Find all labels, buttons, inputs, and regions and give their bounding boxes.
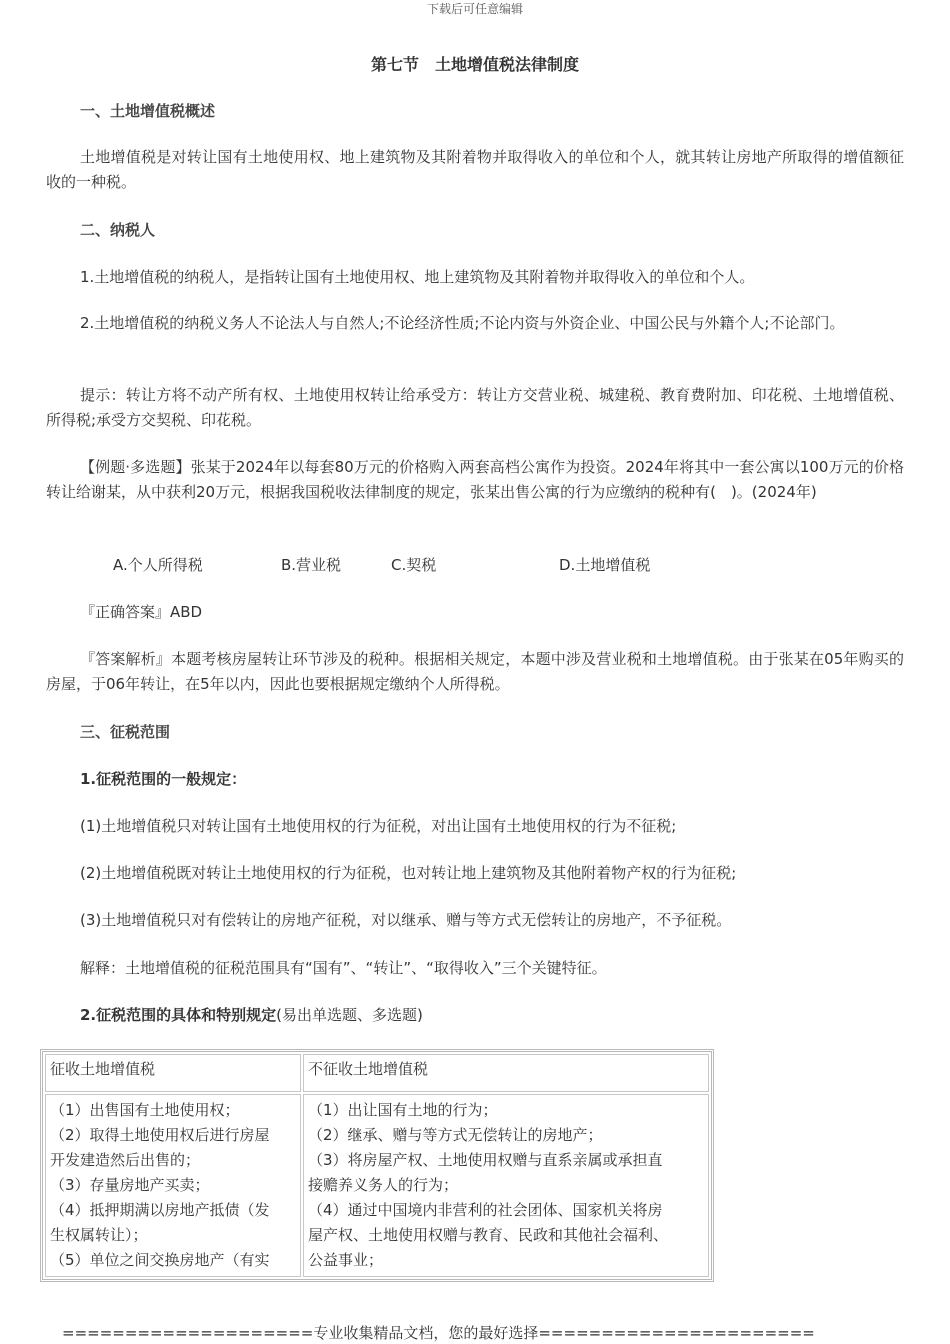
section-heading-overview: 一、土地增值税概述 [80, 102, 216, 120]
scope-general-heading: 1.征税范围的一般规定： [80, 770, 247, 788]
example-question: 【例题·多选题】张某于2024年以每套80万元的价格购入两套高档公寓作为投资。2024年将其中一套公寓以100万元的价格转让给谢某，从中获利20万元，根据我国税收法律制度的规定，张某出售公寓的行为应缴纳的税种有( )。(2024年) [46, 458, 904, 501]
scope-special-heading-bold: 2.征税范围的具体和特别规定 [80, 1006, 277, 1024]
table-header-not-taxed: 不征收土地增值税 [303, 1054, 709, 1092]
tax-scope-table [40, 1049, 714, 1282]
scope-rule-3: (3)土地增值税只对有偿转让的房地产征税，对以继承、赠与等方式无偿转让的房地产，不予征税。 [80, 911, 732, 929]
list-item: 生权属转让）； [50, 1226, 148, 1244]
section-heading-scope: 三、征税范围 [80, 723, 171, 741]
scope-rule-2: (2)土地增值税既对转让土地使用权的行为征税，也对转让地上建筑物及其他附着物产权的行为征税; [80, 864, 737, 882]
list-item: （3）将房屋产权、土地使用权赠与直系亲属或承担直 [308, 1151, 663, 1169]
list-item: 接赡养义务人的行为； [308, 1176, 459, 1194]
taxpayer-item-2: 2.土地增值税的纳税义务人不论法人与自然人;不论经济性质;不论内资与外资企业、中国公民与外籍个人;不论部门。 [80, 314, 845, 332]
page-footer: ====================专业收集精品文档，您的最好选择====================== [62, 1324, 815, 1342]
example-option-a: A.个人所得税 [113, 556, 203, 574]
table-header-taxed: 征收土地增值税 [45, 1054, 301, 1092]
scope-explanation: 解释：土地增值税的征税范围具有“国有”、“转让”、“取得收入”三个关键特征。 [80, 959, 607, 977]
list-item: （3）存量房地产买卖； [50, 1176, 210, 1194]
list-item: 屋产权、土地使用权赠与教育、民政和其他社会福利、 [308, 1226, 669, 1244]
overview-paragraph: 土地增值税是对转让国有土地使用权、地上建筑物及其附着物并取得收入的单位和个人，就其转让房地产所取得的增值额征收的一种税。 [46, 148, 904, 191]
scope-rule-1: (1)土地增值税只对转让国有土地使用权的行为征税，对出让国有土地使用权的行为不征税; [80, 817, 677, 835]
scope-special-heading [80, 1004, 423, 1025]
list-item: （1）出让国有土地的行为； [308, 1101, 498, 1119]
list-item: （4）通过中国境内非营利的社会团体、国家机关将房 [308, 1201, 663, 1219]
scope-special-heading-note: (易出单选题、多选题) [276, 1006, 423, 1024]
example-option-c: C.契税 [391, 556, 437, 574]
taxpayer-item-1: 1.土地增值税的纳税人，是指转让国有土地使用权、地上建筑物及其附着物并取得收入的单位和个人。 [80, 268, 755, 286]
list-item: （1）出售国有土地使用权； [50, 1101, 240, 1119]
section-heading-taxpayer: 二、纳税人 [80, 221, 156, 239]
example-option-b: B.营业税 [281, 556, 342, 574]
table-body-row [45, 1094, 709, 1277]
table-cell-not-taxed [303, 1094, 709, 1277]
table-cell-taxed [45, 1094, 301, 1277]
table-header-row [45, 1054, 709, 1092]
list-item: 开发建造然后出售的； [50, 1151, 201, 1169]
page-title: 第七节 土地增值税法律制度 [370, 55, 579, 74]
list-item: （5）单位之间交换房地产（有实 [50, 1251, 270, 1269]
list-item: （2）取得土地使用权后进行房屋 [50, 1126, 270, 1144]
example-option-d: D.土地增值税 [559, 556, 651, 574]
example-answer: 『正确答案』ABD [80, 603, 203, 621]
taxpayer-tip: 提示：转让方将不动产所有权、土地使用权转让给承受方：转让方交营业税、城建税、教育费附加、印花税、土地增值税、所得税;承受方交契税、印花税。 [46, 386, 904, 429]
page-header: 下载后可任意编辑 [426, 2, 523, 16]
list-item: （4）抵押期满以房地产抵债（发 [50, 1201, 270, 1219]
list-item: 公益事业； [308, 1251, 384, 1269]
example-analysis: 『答案解析』本题考核房屋转让环节涉及的税种。根据相关规定，本题中涉及营业税和土地增值税。由于张某在05年购买的房屋，于06年转让，在5年以内，因此也要根据规定缴纳个人所得税。 [46, 650, 904, 693]
list-item: （2）继承、赠与等方式无偿转让的房地产； [308, 1126, 603, 1144]
